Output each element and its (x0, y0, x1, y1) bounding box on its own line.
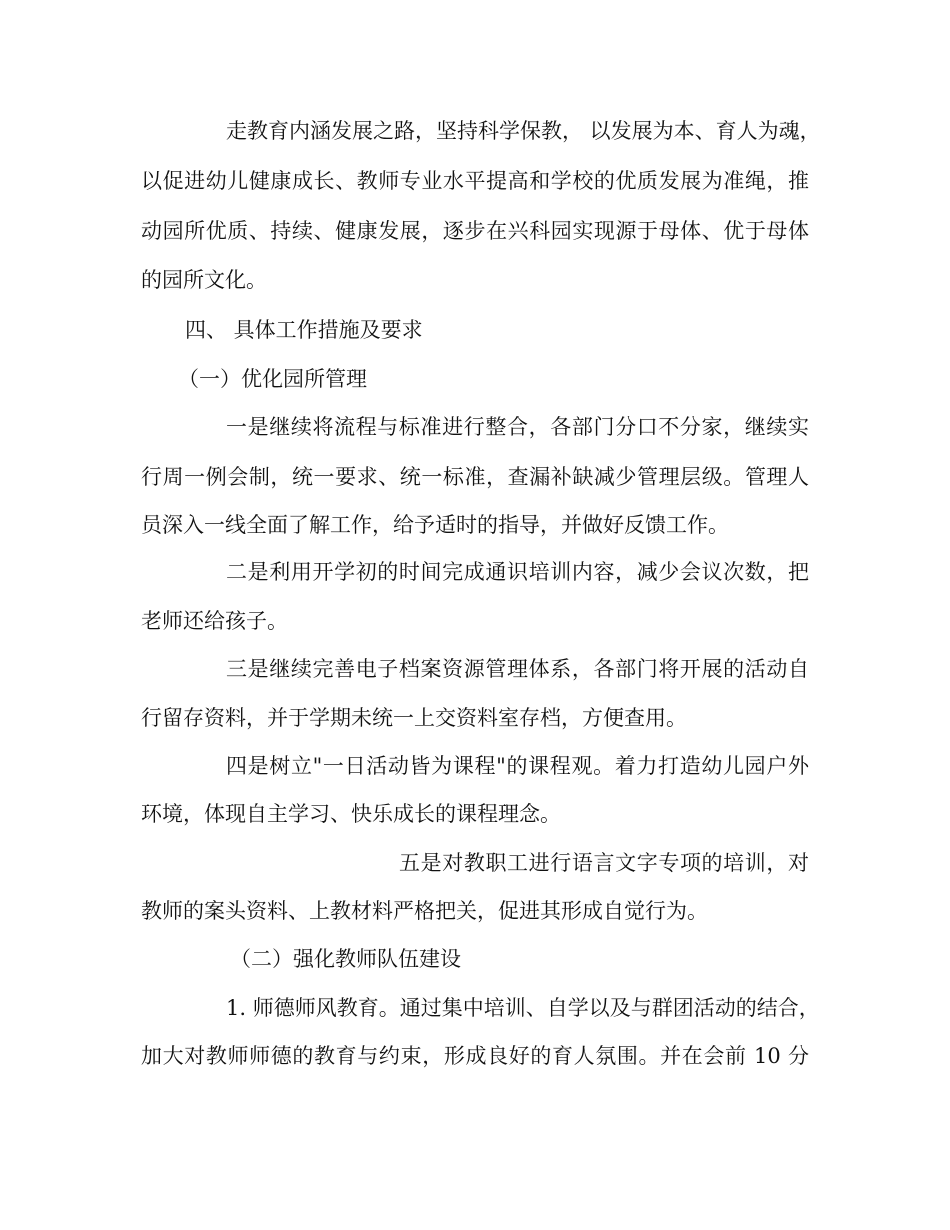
paragraph-line: 一是继续将流程与标准进行整合，各部门分口不分家，继续实 (226, 415, 809, 439)
paragraph-line: 加大对教师师德的教育与约束，形成良好的育人氛围。并在会前 10 分 (141, 1044, 809, 1068)
paragraph-line: 行周一例会制，统一要求、统一标准，查漏补缺减少管理层级。管理人 (141, 465, 809, 489)
paragraph-line: 五是对教职工进行语言文字专项的培训，对 (399, 851, 809, 875)
paragraph-line: 动园所优质、持续、健康发展，逐步在兴科园实现源于母体、优于母体 (141, 219, 809, 243)
paragraph-line: 四是树立"一日活动皆为课程"的课程观。着力打造幼儿园户外 (226, 754, 809, 778)
paragraph-line: 以促进幼儿健康成长、教师专业水平提高和学校的优质发展为准绳，推 (141, 169, 809, 193)
paragraph-line: 的园所文化。 (141, 268, 267, 292)
paragraph-line: 行留存资料，并于学期未统一上交资料室存档，方便查用。 (141, 706, 687, 730)
paragraph-line: 员深入一线全面了解工作，给予适时的指导，并做好反馈工作。 (141, 513, 729, 537)
paragraph-line: 走教育内涵发展之路，坚持科学保教， 以发展为本、育人为魂， (226, 119, 821, 143)
paragraph-line: 教师的案头资料、上教材料严格把关，促进其形成自觉行为。 (141, 899, 708, 923)
subsection-heading: （一）优化园所管理 (178, 367, 367, 391)
paragraph-line: 老师还给孩子。 (141, 609, 288, 633)
paragraph-line: 二是利用开学初的时间完成通识培训内容，减少会议次数，把 (226, 560, 809, 584)
section-heading: 四、 具体工作措施及要求 (185, 318, 423, 342)
subsection-heading: （二）强化教师队伍建设 (230, 947, 461, 971)
paragraph-line: 环境，体现自主学习、快乐成长的课程理念。 (141, 802, 561, 826)
paragraph-line: 1. 师德师风教育。通过集中培训、自学以及与群团活动的结合， (226, 996, 820, 1020)
paragraph-line: 三是继续完善电子档案资源管理体系，各部门将开展的活动自 (226, 657, 809, 681)
